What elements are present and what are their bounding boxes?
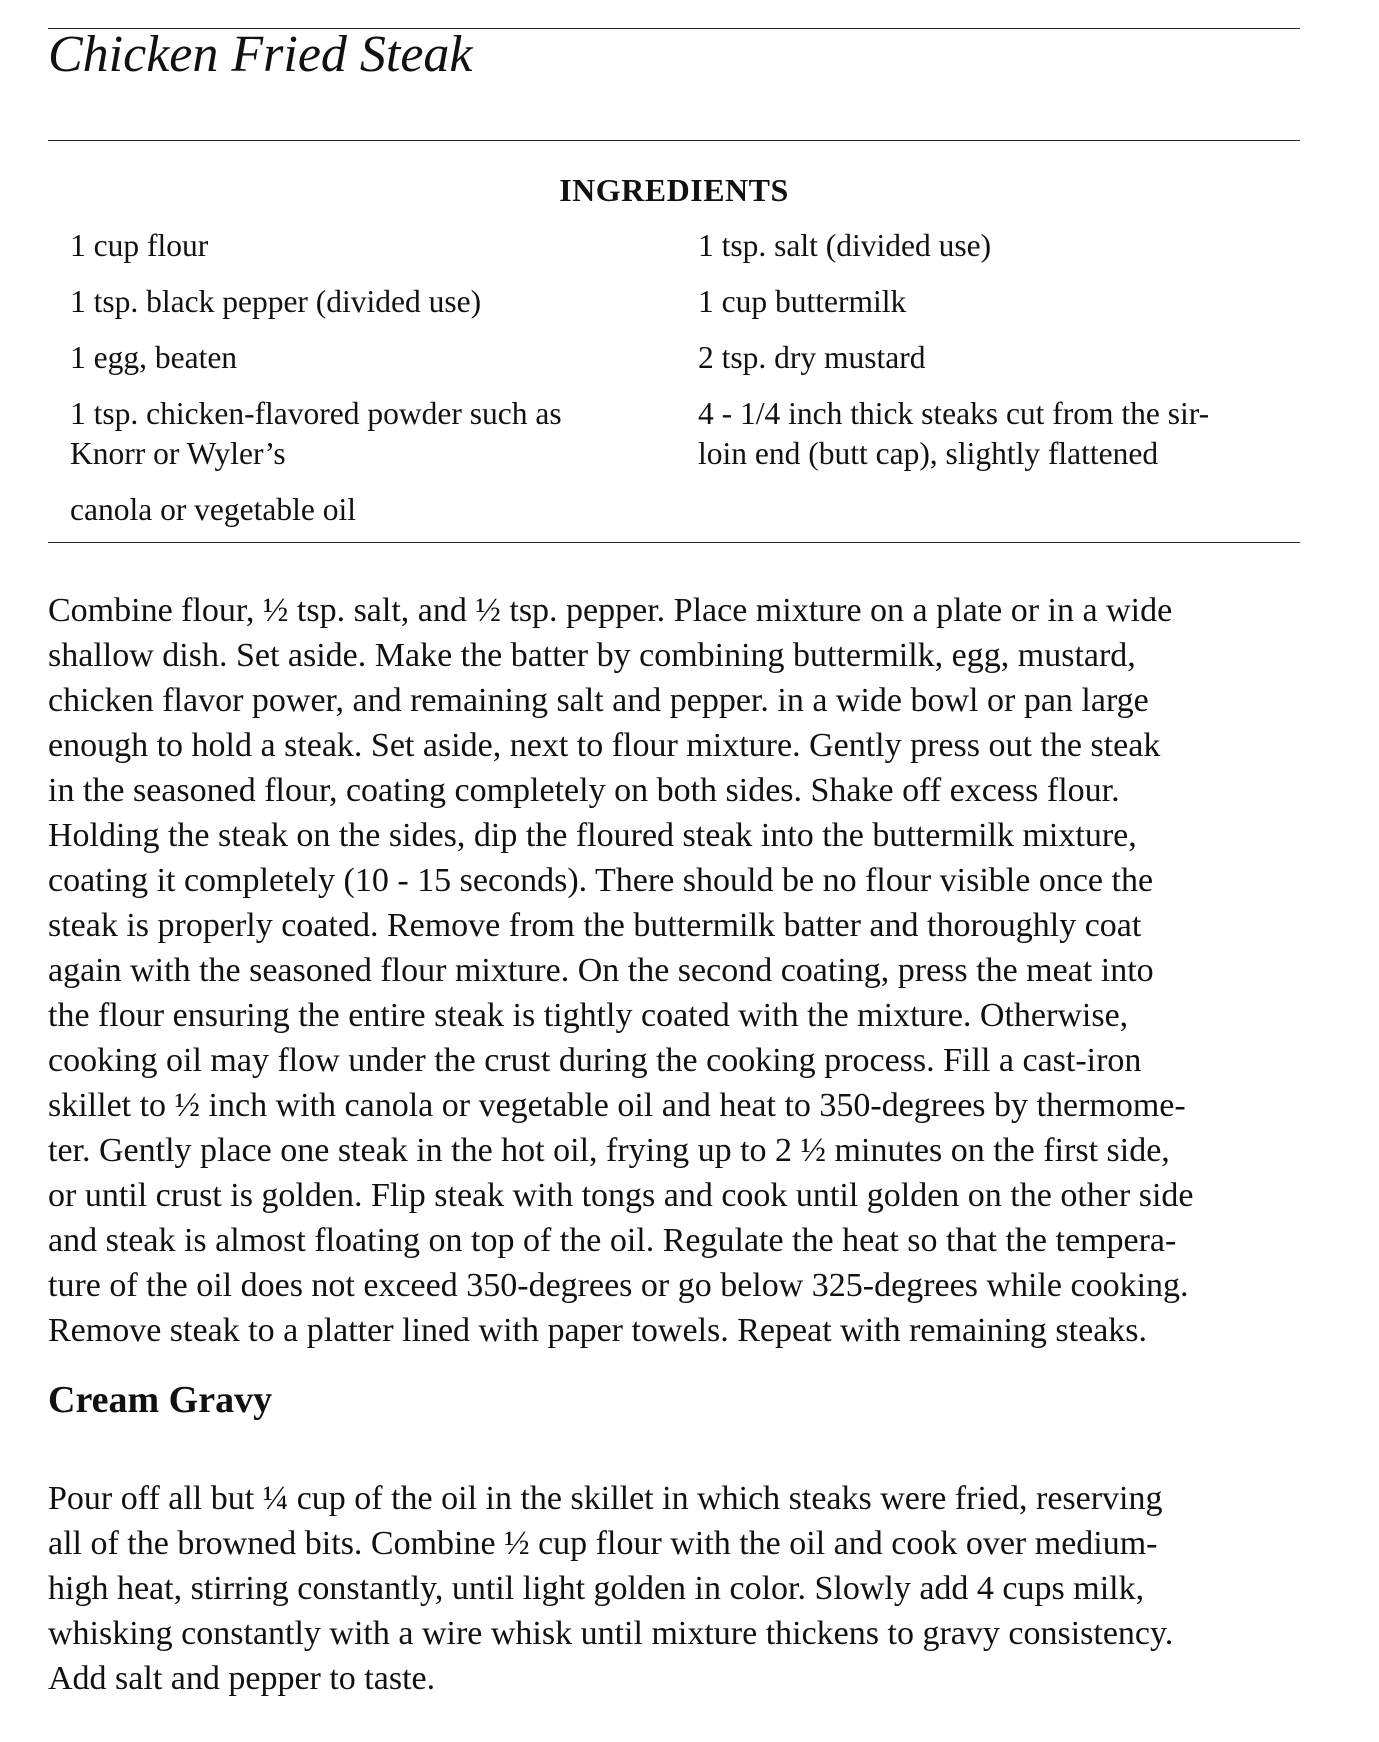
instructions-paragraph: [48, 588, 1348, 1353]
text-line: cooking oil may flow under the crust during the cooking process. Fill a cast-iron: [48, 1042, 1142, 1079]
ingredient-line: 1 tsp. chicken-flavored powder such as: [70, 396, 562, 431]
gravy-heading: Cream Gravy: [48, 1379, 273, 1421]
text-line: coating it completely (10 - 15 seconds). There should be no flour visible once the: [48, 862, 1154, 899]
gravy-paragraph: [48, 1476, 1348, 1701]
title-rule: [48, 140, 1300, 141]
ingredient-line: canola or vegetable oil: [70, 492, 356, 527]
ingredient-line: loin end (butt cap), slightly flattened: [698, 436, 1159, 471]
text-line: enough to hold a steak. Set aside, next to flour mixture. Gently press out the steak: [48, 727, 1161, 764]
text-line: or until crust is golden. Flip steak with tongs and cook until golden on the other side: [48, 1177, 1194, 1214]
ingredient-item: [70, 226, 208, 266]
ingredient-item: [698, 394, 1209, 474]
text-line: ter. Gently place one steak in the hot oil, frying up to 2 ½ minutes on the first side,: [48, 1132, 1170, 1169]
ingredient-line: 1 cup buttermilk: [698, 284, 907, 319]
ingredient-item: [70, 282, 481, 322]
text-line: whisking constantly with a wire whisk until mixture thickens to gravy consistency.: [48, 1615, 1174, 1652]
text-line: steak is properly coated. Remove from the buttermilk batter and thoroughly coat: [48, 907, 1142, 944]
text-line: and steak is almost floating on top of the oil. Regulate the heat so that the tempera-: [48, 1222, 1177, 1259]
ingredient-line: Knorr or Wyler’s: [70, 436, 286, 471]
recipe-title: Chicken Fried Steak: [48, 26, 473, 83]
ingredient-item: [70, 490, 356, 530]
text-line: skillet to ½ inch with canola or vegetable oil and heat to 350-degrees by thermome-: [48, 1087, 1186, 1124]
ingredient-item: [698, 226, 991, 266]
text-line: Add salt and pepper to taste.: [48, 1660, 436, 1697]
ingredients-heading: INGREDIENTS: [559, 172, 789, 208]
text-line: ture of the oil does not exceed 350-degrees or go below 325-degrees while cooking.: [48, 1267, 1189, 1304]
text-line: shallow dish. Set aside. Make the batter by combining buttermilk, egg, mustard,: [48, 637, 1136, 674]
ingredient-line: 1 cup flour: [70, 228, 209, 263]
ingredient-line: 1 tsp. salt (divided use): [698, 228, 992, 263]
text-line: all of the browned bits. Combine ½ cup flour with the oil and cook over medium-: [48, 1525, 1158, 1562]
text-line: again with the seasoned flour mixture. On the second coating, press the meat into: [48, 952, 1154, 989]
ingredient-line: 1 egg, beaten: [70, 340, 238, 375]
text-line: Remove steak to a platter lined with paper towels. Repeat with remaining steaks.: [48, 1312, 1148, 1349]
ingredient-line: 1 tsp. black pepper (divided use): [70, 284, 482, 319]
ingredient-item: [698, 282, 906, 322]
ingredient-line: 4 - 1/4 inch thick steaks cut from the sir-: [698, 396, 1210, 431]
ingredient-line: 2 tsp. dry mustard: [698, 340, 926, 375]
text-line: high heat, stirring constantly, until light golden in color. Slowly add 4 cups milk,: [48, 1570, 1145, 1607]
text-line: chicken flavor power, and remaining salt and pepper. in a wide bowl or pan large: [48, 682, 1149, 719]
text-line: the flour ensuring the entire steak is tightly coated with the mixture. Otherwise,: [48, 997, 1129, 1034]
ingredients-rule: [48, 542, 1300, 543]
text-line: Combine flour, ½ tsp. salt, and ½ tsp. pepper. Place mixture on a plate or in a wide: [48, 592, 1173, 629]
text-line: Holding the steak on the sides, dip the floured steak into the buttermilk mixture,: [48, 817, 1137, 854]
text-line: in the seasoned flour, coating completely on both sides. Shake off excess flour.: [48, 772, 1120, 809]
ingredient-item: [70, 394, 562, 474]
ingredient-item: [698, 338, 925, 378]
ingredient-item: [70, 338, 237, 378]
text-line: Pour off all but ¼ cup of the oil in the skillet in which steaks were fried, reserving: [48, 1480, 1163, 1517]
